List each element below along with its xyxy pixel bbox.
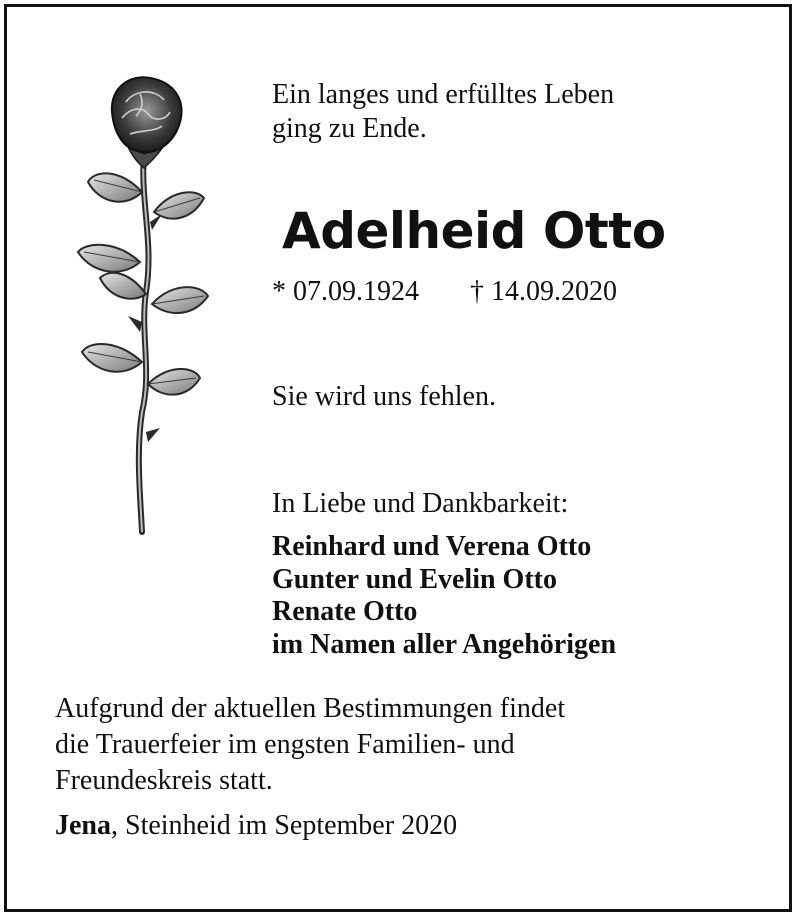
place-date <box>55 809 457 843</box>
rose-icon <box>70 72 220 542</box>
notice-line-2: die Trauerfeier im engsten Familien- und <box>55 729 515 760</box>
place-rest: , Steinheid im September 2020 <box>111 810 458 841</box>
mourner-name: Gunter und Evelin Otto <box>272 564 557 595</box>
mourner-name: Reinhard und Verena Otto <box>272 531 592 562</box>
mourners-heading: In Liebe und Dankbarkeit: <box>272 488 569 519</box>
birth-date: * 07.09.1924 <box>272 276 419 307</box>
death-date: † 14.09.2020 <box>470 276 617 307</box>
mourner-name: Renate Otto <box>272 596 418 627</box>
intro-line-1: Ein langes und erfülltes Leben <box>272 79 615 110</box>
intro-line-2: ging zu Ende. <box>272 113 427 144</box>
mourner-name: im Namen aller Angehörigen <box>272 629 617 660</box>
notice-line-3: Freundeskreis statt. <box>55 765 273 796</box>
place-city: Jena <box>55 810 111 841</box>
notice-line-1: Aufgrund der aktuellen Bestimmungen findet <box>55 693 566 724</box>
farewell-message: Sie wird uns fehlen. <box>272 381 496 412</box>
deceased-name: Adelheid Otto <box>282 202 666 260</box>
